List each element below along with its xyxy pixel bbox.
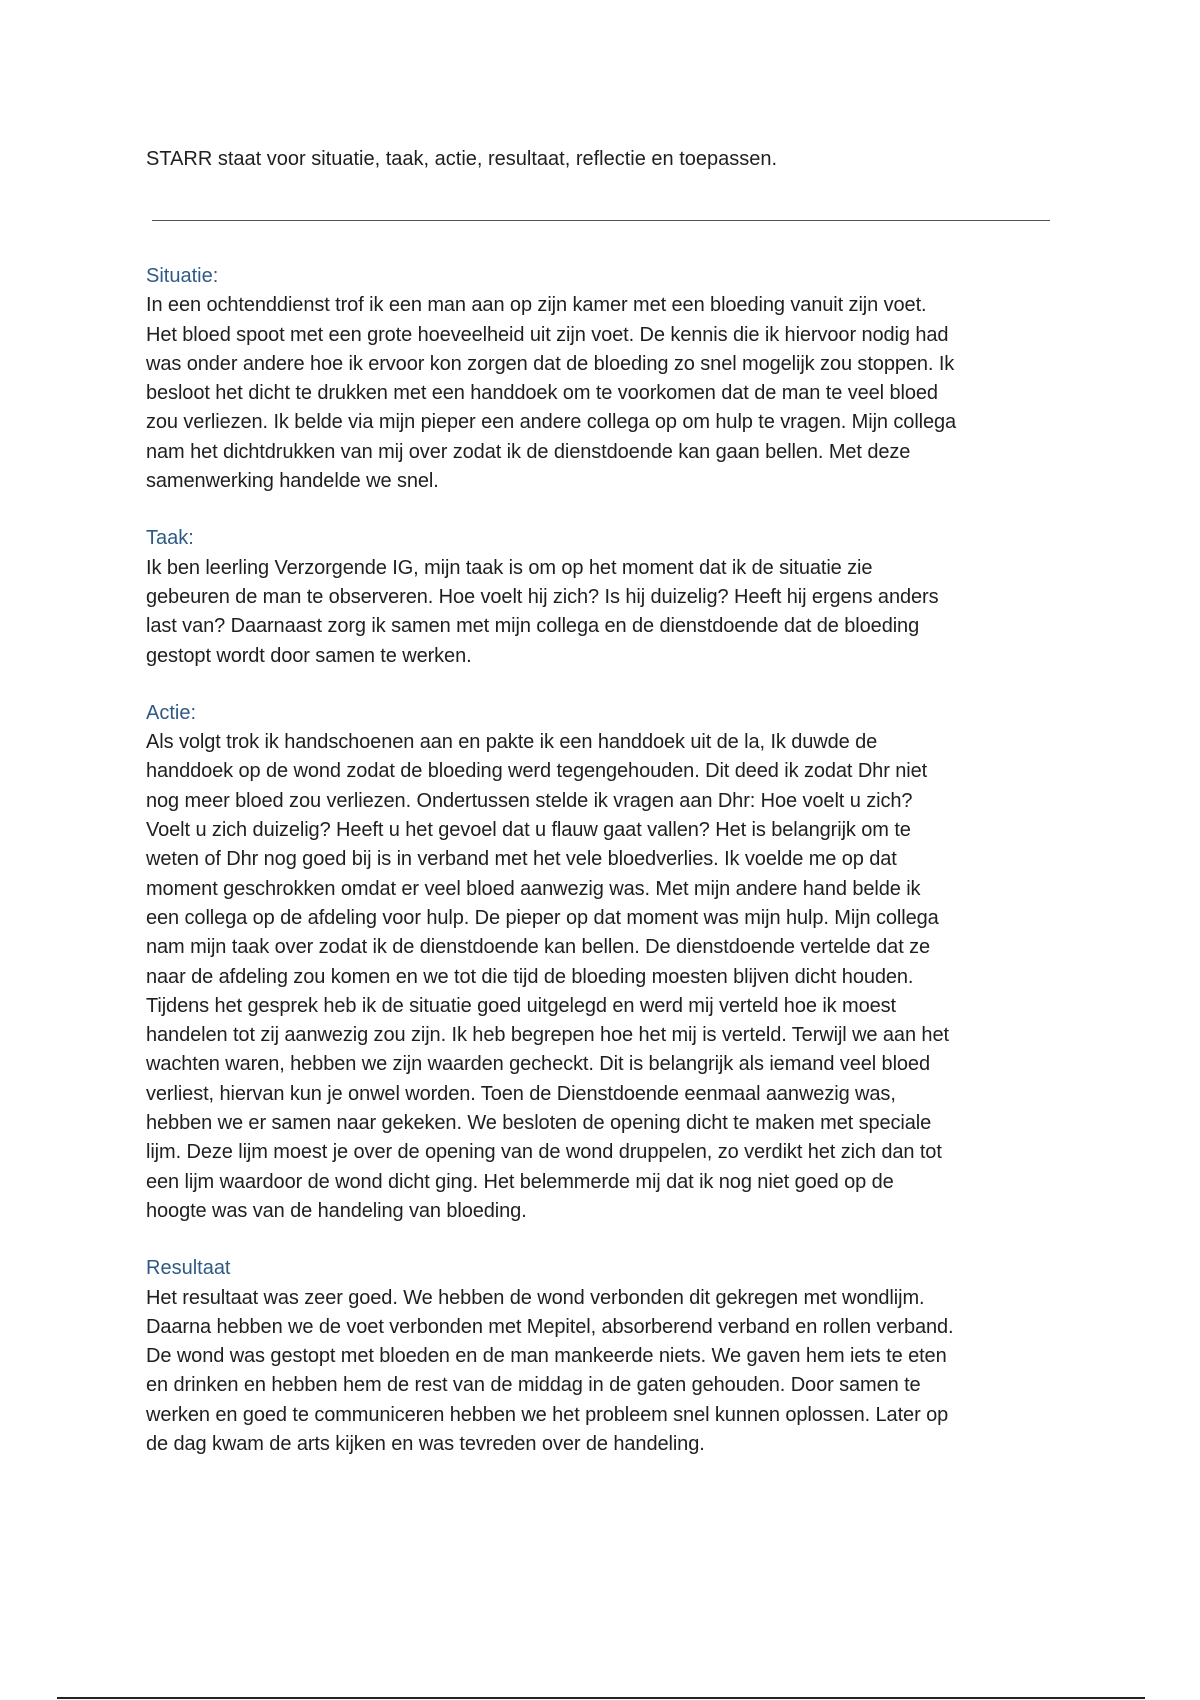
text-line: gebeuren de man te observeren. Hoe voelt hij zich? Is hij duizelig? Heeft hij ergens anders [146, 585, 939, 608]
text-line: Daarna hebben we de voet verbonden met Mepitel, absorberend verband en rollen verband. [146, 1315, 954, 1338]
text-line: gestopt wordt door samen te werken. [146, 644, 472, 667]
text-line: naar de afdeling zou komen en we tot die tijd de bloeding moesten blijven dicht houden. [146, 965, 914, 988]
text-line: Tijdens het gesprek heb ik de situatie goed uitgelegd en werd mij verteld hoe ik moest [146, 994, 896, 1017]
bottom-divider [57, 1697, 1145, 1699]
text-line: en drinken en hebben hem de rest van de middag in de gaten gehouden. Door samen te [146, 1374, 921, 1397]
section-resultaat [146, 1254, 1071, 1459]
text-line: handdoek op de wond zodat de bloeding werd tegengehouden. Dit deed ik zodat Dhr niet [146, 760, 928, 783]
text-line: verliest, hiervan kun je onwel worden. Toen de Dienstdoende eenmaal aanwezig was, [146, 1082, 896, 1105]
section-text [146, 554, 1071, 671]
text-line: hoogte was van de handeling van bloeding. [146, 1199, 527, 1222]
text-line: moment geschrokken omdat er veel bloed aanwezig was. Met mijn andere hand belde ik [146, 877, 921, 900]
text-line: handelen tot zij aanwezig zou zijn. Ik heb begrepen hoe het mij is verteld. Terwijl we aan het [146, 1024, 949, 1047]
text-line: last van? Daarnaast zorg ik samen met mijn collega en de dienstdoende dat de bloeding [146, 615, 920, 638]
text-line: Het bloed spoot met een grote hoeveelheid uit zijn voet. De kennis die ik hiervoor nodig had [146, 323, 949, 346]
text-line: Ik ben leerling Verzorgende IG, mijn taak is om op het moment dat ik de situatie zie [146, 556, 873, 579]
top-divider [152, 220, 1050, 221]
text-line: samenwerking handelde we snel. [146, 470, 439, 493]
text-line: Als volgt trok ik handschoenen aan en pakte ik een handdoek uit de la, Ik duwde de [146, 731, 878, 754]
section-heading: Taak: [146, 527, 194, 550]
text-line: was onder andere hoe ik ervoor kon zorgen dat de bloeding zo snel mogelijk zou stoppen. Ik [146, 352, 955, 375]
text-line: Het resultaat was zeer goed. We hebben de wond verbonden dit gekregen met wondlijm. [146, 1286, 925, 1309]
text-line: nog meer bloed zou verliezen. Ondertussen stelde ik vragen aan Dhr: Hoe voelt u zich? [146, 789, 913, 812]
text-line: zou verliezen. Ik belde via mijn pieper een andere collega op om hulp te vragen. Mijn collega [146, 411, 957, 434]
section-heading: Situatie: [146, 265, 219, 287]
text-line: de dag kwam de arts kijken en was tevreden over de handeling. [146, 1432, 705, 1455]
text-line: In een ochtenddienst trof ik een man aan op zijn kamer met een bloeding vanuit zijn voet. [146, 294, 927, 317]
section-heading: Resultaat [146, 1257, 231, 1280]
text-line: wachten waren, hebben we zijn waarden gecheckt. Dit is belangrijk als iemand veel bloed [146, 1053, 930, 1076]
intro-text: STARR staat voor situatie, taak, actie, resultaat, reflectie en toepassen. [146, 148, 778, 170]
text-line: lijm. Deze lijm moest je over de opening van de wond druppelen, zo verdikt het zich dan tot [146, 1141, 942, 1164]
text-line: De wond was gestopt met bloeden en de man mankeerde niets. We gaven hem iets te eten [146, 1345, 947, 1368]
section-taak [146, 524, 1071, 670]
text-line: nam het dichtdrukken van mij over zodat ik de dienstdoende kan gaan bellen. Met deze [146, 440, 911, 463]
section-text [146, 291, 1071, 496]
text-line: een lijm waardoor de wond dicht ging. Het belemmerde mij dat ik nog niet goed op de [146, 1170, 894, 1193]
section-heading: Actie: [146, 701, 197, 724]
text-line: werken en goed te communiceren hebben we het probleem snel kunnen oplossen. Later op [146, 1403, 949, 1426]
text-line: hebben we er samen naar gekeken. We besloten de opening dicht te maken met speciale [146, 1112, 932, 1135]
section-actie [146, 699, 1071, 1226]
document-body [146, 262, 1071, 1487]
text-line: besloot het dicht te drukken met een handdoek om te voorkomen dat de man te veel bloed [146, 382, 938, 405]
text-line: nam mijn taak over zodat ik de dienstdoende kan bellen. De dienstdoende vertelde dat ze [146, 936, 931, 959]
text-line: Voelt u zich duizelig? Heeft u het gevoel dat u flauw gaat vallen? Het is belangrijk om te [146, 819, 911, 842]
section-text [146, 728, 1071, 1226]
text-line: weten of Dhr nog goed bij is in verband met het vele bloedverlies. Ik voelde me op dat [146, 848, 897, 871]
text-line: een collega op de afdeling voor hulp. De pieper op dat moment was mijn hulp. Mijn collega [146, 906, 939, 929]
section-text [146, 1284, 1071, 1460]
section-situatie [146, 262, 1071, 496]
